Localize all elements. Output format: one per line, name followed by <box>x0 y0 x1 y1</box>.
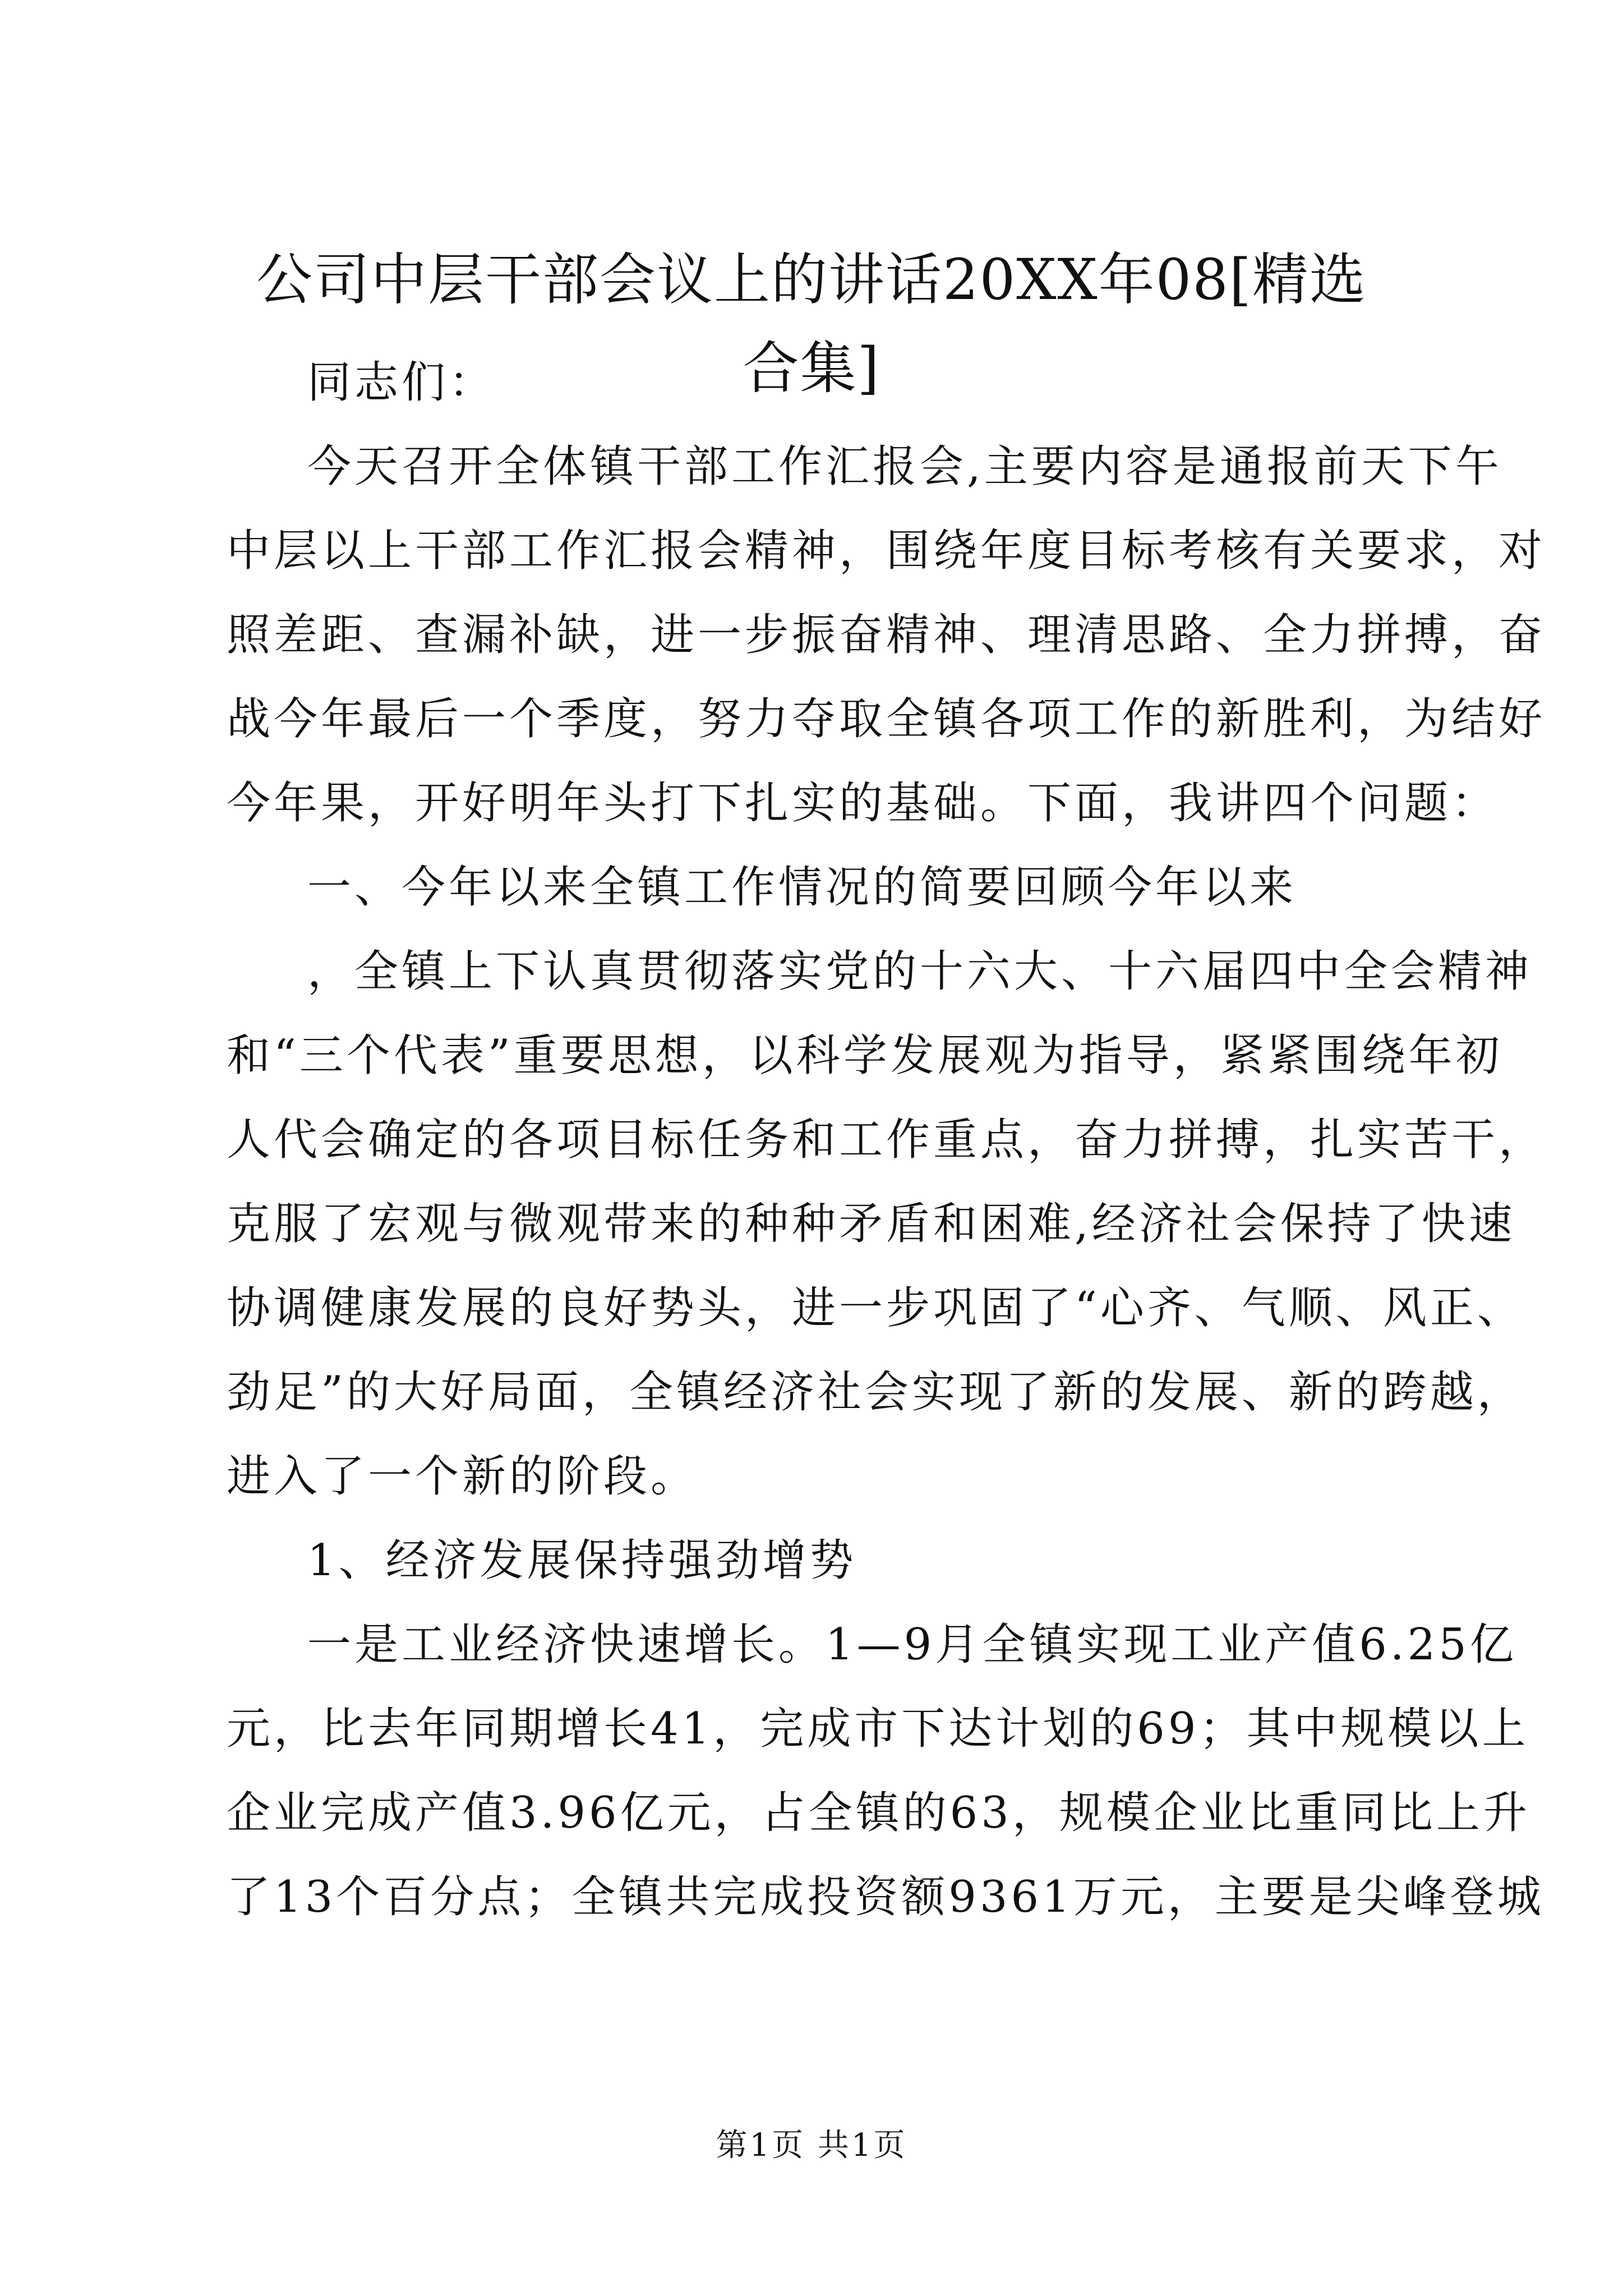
paragraph-line: 人代会确定的各项目标任务和工作重点，奋力拼搏，扎实苦干， <box>227 1115 1546 1165</box>
paragraph-line: 进入了一个新的阶段。 <box>227 1451 698 1502</box>
paragraph-line: ，全镇上下认真贯彻落实党的十六大、十六届四中全会精神 <box>307 946 1533 997</box>
title-line-1: 公司中层干部会议上的讲话20XX年08[精选 <box>256 247 1367 312</box>
page-footer: 第1页 共1页 <box>716 2127 907 2164</box>
paragraph-line: 协调健康发展的良好势头，进一步巩固了“心齐、气顺、风正、 <box>227 1283 1524 1333</box>
paragraph-line: 了13个百分点；全镇共完成投资额9361万元，主要是尖峰登城 <box>227 1872 1544 1922</box>
paragraph-line: 战今年最后一个季度，努力夺取全镇各项工作的新胜利，为结好 <box>227 694 1546 744</box>
paragraph-line: 今天召开全体镇干部工作汇报会,主要内容是通报前天下午 <box>307 441 1502 492</box>
subsection-heading: 1、经济发展保持强劲增势 <box>307 1535 857 1586</box>
section-heading: 一、今年以来全镇工作情况的简要回顾今年以来 <box>307 862 1297 913</box>
paragraph-line: 克服了宏观与微观带来的种种矛盾和困难,经济社会保持了快速 <box>227 1199 1516 1249</box>
paragraph-line: 企业完成产值3.96亿元，占全镇的63，规模企业比重同比上升 <box>227 1788 1530 1838</box>
salutation: 同志们： <box>307 357 496 408</box>
paragraph-line: 和“三个代表”重要思想，以科学发展观为指导，紧紧围绕年初 <box>227 1030 1503 1081</box>
paragraph-line: 中层以上干部工作汇报会精神，围绕年度目标考核有关要求，对 <box>227 526 1546 576</box>
paragraph-line: 照差距、查漏补缺，进一步振奋精神、理清思路、全力拼搏，奋 <box>227 610 1546 660</box>
paragraph-line: 今年果，开好明年头打下扎实的基础。下面，我讲四个问题： <box>227 778 1499 829</box>
paragraph-line: 元，比去年同期增长41，完成市下达计划的69；其中规模以上 <box>227 1704 1529 1754</box>
paragraph-line: 劲足”的大好局面，全镇经济社会实现了新的发展、新的跨越， <box>227 1367 1524 1418</box>
title-line-2: 合集] <box>743 335 880 401</box>
paragraph-line: 一是工业经济快速增长。1—9月全镇实现工业产值6.25亿 <box>307 1619 1517 1670</box>
